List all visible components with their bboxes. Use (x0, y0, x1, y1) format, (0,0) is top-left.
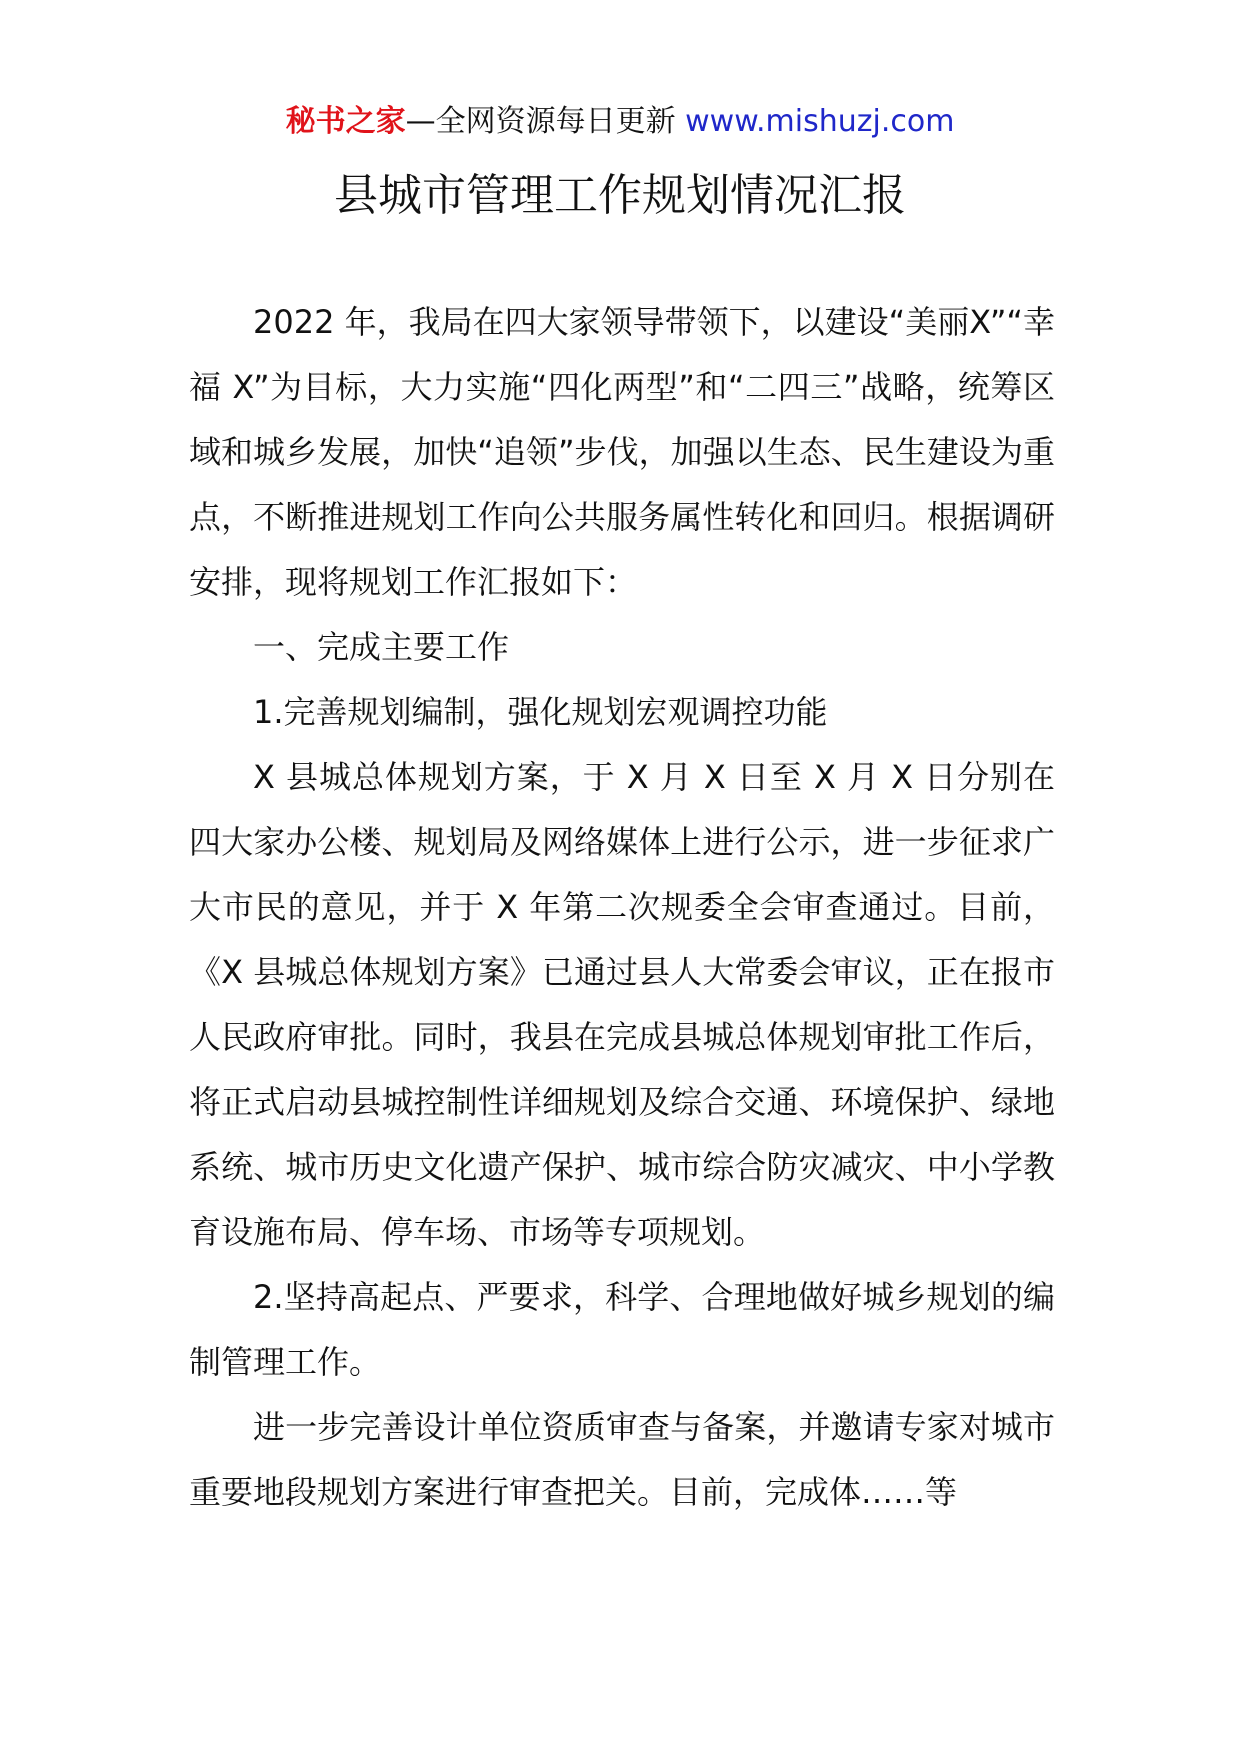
section-heading: 一、完成主要工作 (253, 628, 510, 666)
document-title: 县城市管理工作规划情况汇报 (334, 170, 906, 221)
subsection-heading-2: 2.坚持高起点、严要求，科学、合理地做好城乡规划的编制管理工作。 (189, 1278, 1055, 1381)
site-brand-name: 秘书之家 (285, 104, 406, 139)
site-url-link[interactable]: www.mishuzj.com (685, 104, 955, 139)
subsection-heading-1: 1.完善规划编制，强化规划宏观调控功能 (253, 693, 828, 731)
body-paragraph: X 县城总体规划方案，于 X 月 X 日至 X 月 X 日分别在四大家办公楼、规划局及网络媒体上进行公示，进一步征求广大市民的意见，并于 X 年第二次规委全会审查通过。目前，《X 县城总体规划方案》已通过县人大常委会审议，正在报市人民政府审批。同时，我县在完成县城总体规划审批工作后，将正式启动县城控制性详细规划及综合交通、环境保护、绿地系统、城市历史文化遗产保护、城市综合防灾减灾、中小学教育设施布局、停车场、市场等专项规划。 (189, 758, 1055, 1251)
body-paragraph: 进一步完善设计单位资质审查与备案，并邀请专家对城市重要地段规划方案进行审查把关。目前，完成体……等 (189, 1408, 1055, 1511)
site-header (0, 102, 1240, 142)
intro-paragraph: 2022 年，我局在四大家领导带领下，以建设“美丽X”“幸福 X”为目标，大力实施“四化两型”和“二四三”战略，统筹区域和城乡发展，加快“追领”步伐，加强以生态、民生建设为重点，不断推进规划工作向公共服务属性转化和回归。根据调研安排，现将规划工作汇报如下： (189, 303, 1055, 601)
site-slogan: —全网资源每日更新 (405, 104, 676, 139)
document-body (189, 290, 1055, 1525)
